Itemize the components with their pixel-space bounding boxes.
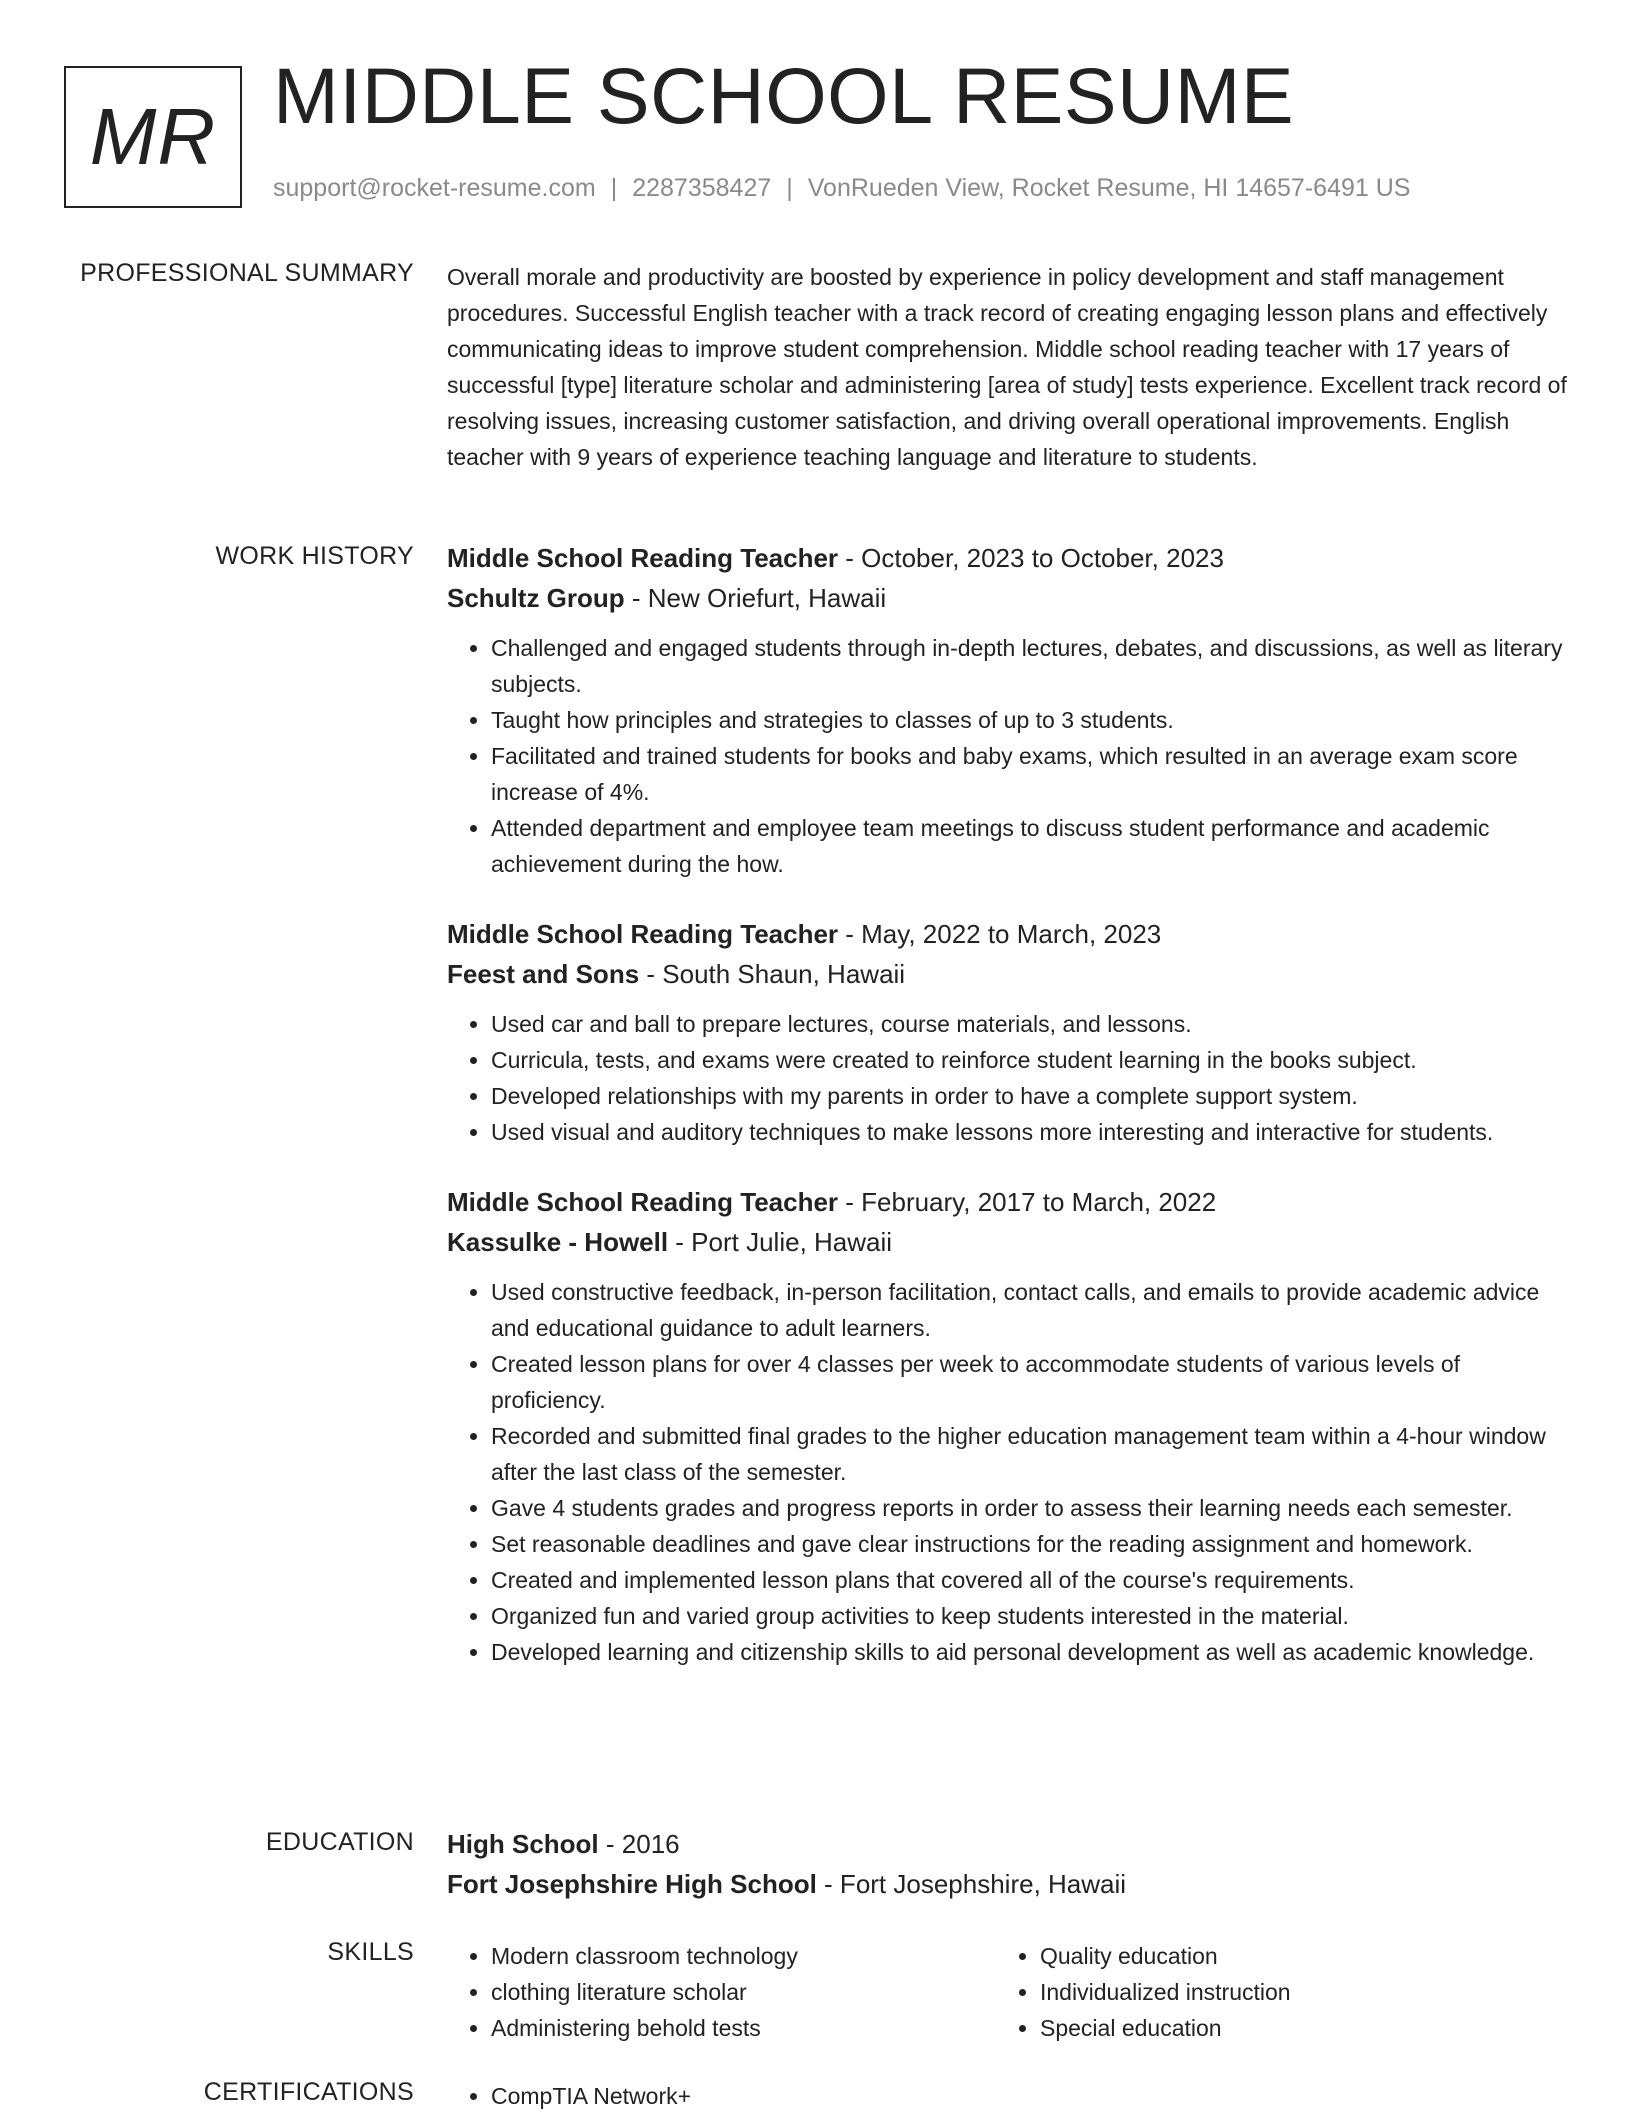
job-entry — [447, 914, 1567, 1150]
skills-column-1 — [447, 1938, 996, 2046]
list-item: • Attended department and employee team meetings to discuss student performance and academic achievement during the how. — [491, 810, 1567, 882]
skills-body — [447, 1938, 1567, 2046]
section-heading-education: EDUCATION — [265, 1828, 414, 1856]
education-school-line — [447, 1864, 1567, 1904]
job-company: Kassulke - Howell — [447, 1227, 669, 1257]
list-item: • CompTIA Network+ — [491, 2078, 996, 2114]
list-item: • Quality education — [1040, 1938, 1545, 1974]
list-item: • Taught how principles and strategies to classes of up to 3 students. — [491, 702, 1567, 738]
job-bullets — [447, 630, 1567, 882]
job-company-line — [447, 578, 1567, 618]
job-title: Middle School Reading Teacher — [447, 543, 839, 573]
job-title-line — [447, 1182, 1567, 1222]
job-entry — [447, 538, 1567, 882]
section-heading-certifications: CERTIFICATIONS — [203, 2078, 414, 2106]
job-company: Schultz Group — [447, 583, 625, 613]
list-item: • Created lesson plans for over 4 classes per week to accommodate students of various levels of proficiency. — [491, 1346, 1567, 1418]
skills-column-2 — [996, 1938, 1545, 2046]
list-item: • Gave 4 students grades and progress reports in order to assess their learning needs each semester. — [491, 1490, 1567, 1526]
job-company: Feest and Sons — [447, 959, 640, 989]
list-item: • Curricula, tests, and exams were created to reinforce student learning in the books subject. — [491, 1042, 1567, 1078]
list-item: • Facilitated and trained students for books and baby exams, which resulted in an average exam score increase of 4%. — [491, 738, 1567, 810]
work-history-body — [447, 538, 1567, 1670]
list-item: • Individualized instruction — [1040, 1974, 1545, 2010]
page-title: MIDDLE SCHOOL RESUME — [273, 51, 1295, 140]
job-location: - Port Julie, Hawaii — [668, 1227, 893, 1257]
certifications-body — [447, 2078, 1567, 2114]
list-item: • Modern classroom technology — [491, 1938, 996, 1974]
contact-separator: | — [610, 174, 618, 202]
list-item: • Developed relationships with my parents in order to have a complete support system. — [491, 1078, 1567, 1114]
monogram-logo: MR — [64, 66, 242, 208]
job-entry — [447, 1182, 1567, 1670]
education-location: - Fort Josephshire, Hawaii — [816, 1869, 1127, 1899]
certifications-list — [447, 2078, 996, 2114]
job-bullets — [447, 1006, 1567, 1150]
job-title: Middle School Reading Teacher — [447, 919, 839, 949]
section-heading-work-history: WORK HISTORY — [215, 542, 414, 570]
contact-email: support@rocket-resume.com — [273, 174, 596, 202]
list-item: • Developed learning and citizenship skills to aid personal development as well as academic knowledge. — [491, 1634, 1567, 1670]
list-item: • Used visual and auditory techniques to make lessons more interesting and interactive for students. — [491, 1114, 1567, 1150]
list-item: • Set reasonable deadlines and gave clear instructions for the reading assignment and homework. — [491, 1526, 1567, 1562]
job-company-line — [447, 1222, 1567, 1262]
education-year: - 2016 — [598, 1829, 680, 1859]
job-title-line — [447, 914, 1567, 954]
education-body — [447, 1824, 1567, 1904]
list-item: • Administering behold tests — [491, 2010, 996, 2046]
job-location: - South Shaun, Hawaii — [639, 959, 906, 989]
list-item: • Used car and ball to prepare lectures, course materials, and lessons. — [491, 1006, 1567, 1042]
list-item: • Used constructive feedback, in-person facilitation, contact calls, and emails to provide academic advice and educational guidance to adult learners. — [491, 1274, 1567, 1346]
education-degree: High School — [447, 1829, 599, 1859]
list-item: • Organized fun and varied group activities to keep students interested in the material. — [491, 1598, 1567, 1634]
job-title-line — [447, 538, 1567, 578]
summary-text: Overall morale and productivity are boosted by experience in policy development and staff management procedures. Successful English teacher with a track record of creating engaging lesson plans and effectively communicating ideas to improve student comprehension. Middle school reading teacher with 17 years of successful [type] literature scholar and administering [area of study] tests experience. Excellent track record of resolving issues, increasing customer satisfaction, and driving overall operational improvements. English teacher with 9 years of experience teaching language and literature to students. — [447, 264, 1567, 470]
job-dates: - May, 2022 to March, 2023 — [838, 919, 1162, 949]
job-dates: - February, 2017 to March, 2022 — [838, 1187, 1217, 1217]
section-heading-skills: SKILLS — [327, 1938, 414, 1966]
job-location: - New Oriefurt, Hawaii — [624, 583, 887, 613]
contact-line — [273, 174, 1410, 203]
contact-separator: | — [786, 174, 793, 202]
list-item: • Recorded and submitted final grades to the higher education management team within a 4-hour window after the last class of the semester. — [491, 1418, 1567, 1490]
contact-phone: 2287358427 — [632, 174, 772, 202]
job-company-line — [447, 954, 1567, 994]
list-item: • Created and implemented lesson plans that covered all of the course's requirements. — [491, 1562, 1567, 1598]
education-school: Fort Josephshire High School — [447, 1869, 817, 1899]
section-heading-summary: PROFESSIONAL SUMMARY — [80, 259, 414, 287]
job-dates: - October, 2023 to October, 2023 — [838, 543, 1224, 573]
job-bullets — [447, 1274, 1567, 1670]
education-degree-line — [447, 1824, 1567, 1864]
list-item: • clothing literature scholar — [491, 1974, 996, 2010]
list-item: • Challenged and engaged students through in-depth lectures, debates, and discussions, as well as literary subjects. — [491, 630, 1567, 702]
list-item: • Special education — [1040, 2010, 1545, 2046]
job-title: Middle School Reading Teacher — [447, 1187, 839, 1217]
contact-address: VonRueden View, Rocket Resume, HI 14657-6491 US — [807, 174, 1411, 202]
